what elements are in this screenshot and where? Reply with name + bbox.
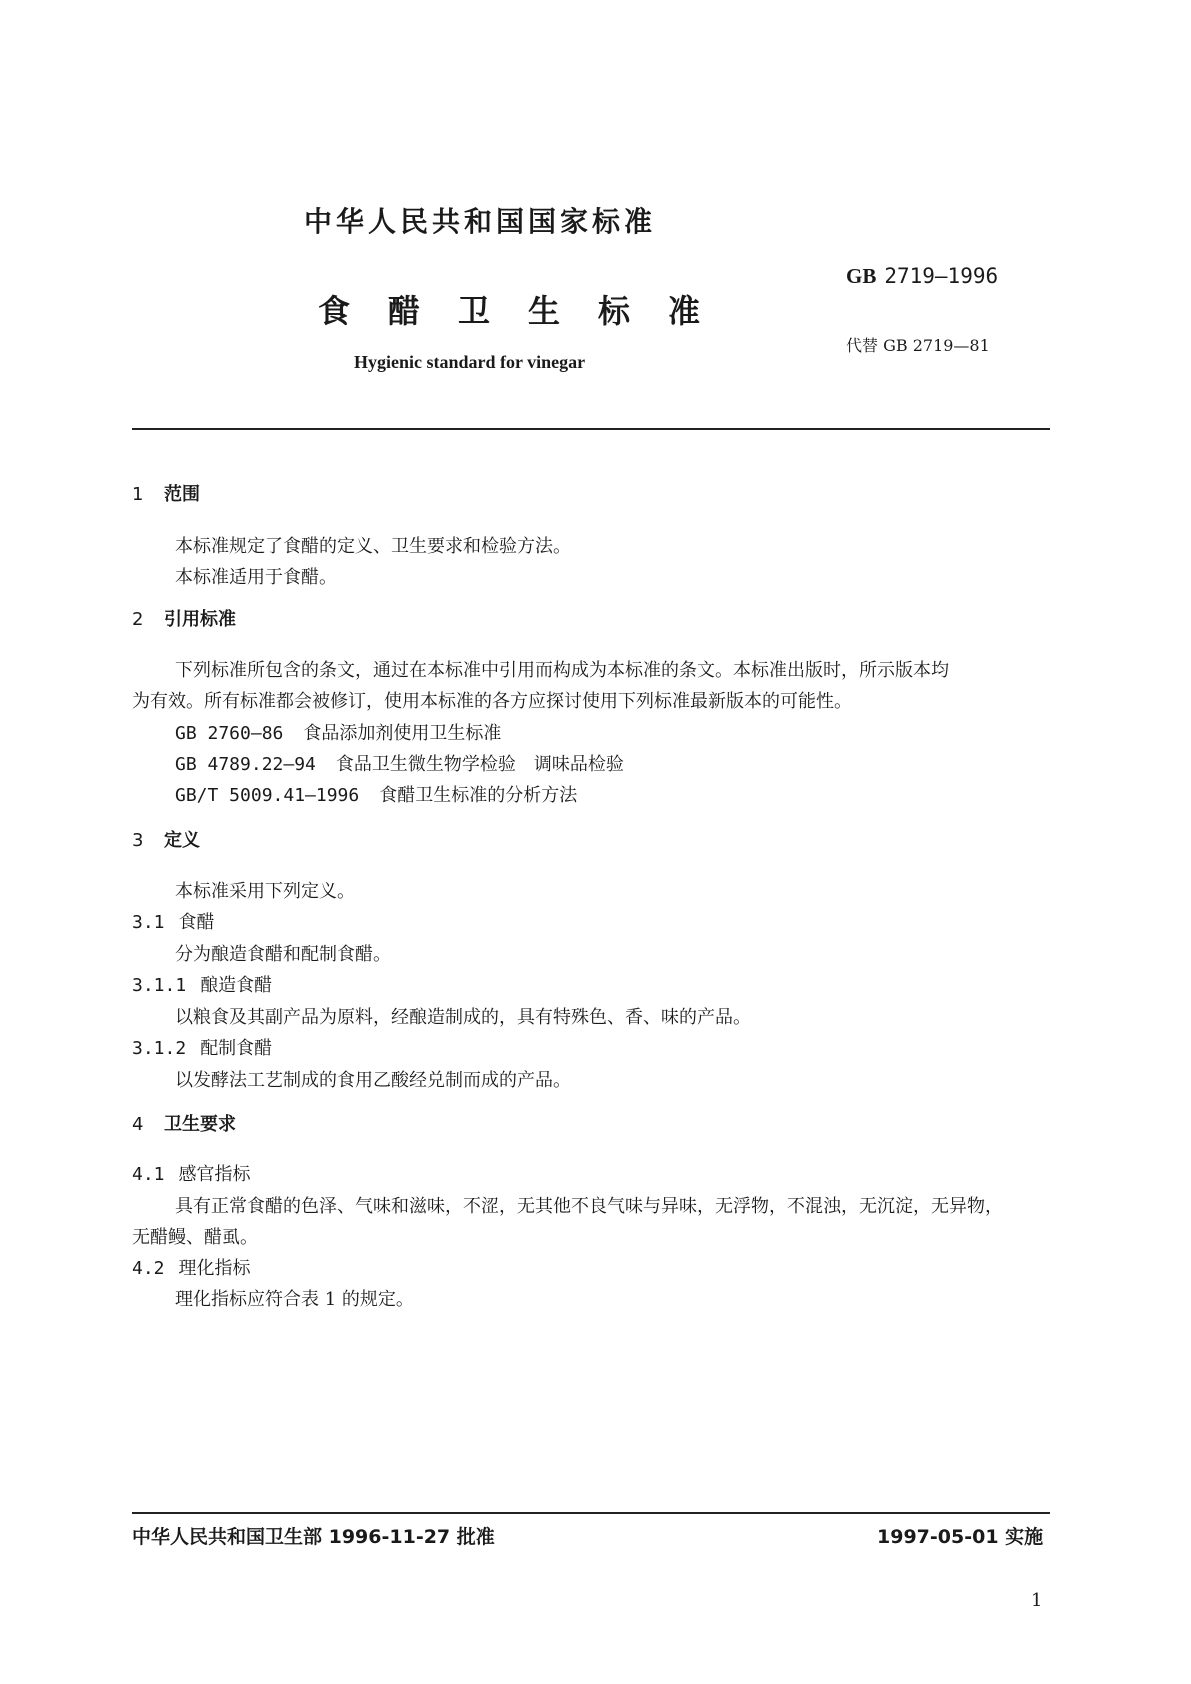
document-title: 食醋卫生标准 — [318, 292, 739, 330]
clause-4-1-text-line-2: 无醋鳗、醋虱。 — [132, 1227, 258, 1248]
clause-4-2-title: 理化指标 — [178, 1258, 251, 1279]
clause-3-1-number: 3.1 — [132, 912, 165, 933]
section-1-number: 1 — [132, 484, 144, 505]
section-1-paragraph-1: 本标准规定了食醋的定义、卫生要求和检验方法。 — [175, 536, 571, 557]
clause-3-1-heading — [132, 908, 215, 934]
section-4-heading — [132, 1110, 236, 1136]
national-standard-heading: 中华人民共和国国家标准 — [304, 205, 657, 238]
section-1-title: 范围 — [164, 484, 200, 505]
clause-3-1-2-text: 以发酵法工艺制成的食用乙酸经兑制而成的产品。 — [175, 1070, 571, 1091]
clause-4-1-title: 感官指标 — [178, 1164, 251, 1185]
clause-3-1-title: 食醋 — [178, 912, 215, 933]
replaces-note: 代替 GB 2719—81 — [846, 336, 990, 355]
clause-3-1-text: 分为酿造食醋和配制食醋。 — [175, 944, 391, 965]
section-3-title: 定义 — [164, 830, 200, 851]
effective-date: 1997-05-01 实施 — [877, 1526, 1044, 1548]
reference-title: 食品添加剂使用卫生标准 — [303, 723, 502, 744]
approval-date: 中华人民共和国卫生部 1996-11-27 批准 — [132, 1526, 495, 1548]
standard-code-prefix: GB — [846, 264, 877, 288]
clause-3-1-2-title: 配制食醋 — [200, 1038, 273, 1059]
reference-title: 食醋卫生标准的分析方法 — [379, 785, 578, 806]
clause-3-1-1-number: 3.1.1 — [132, 975, 187, 996]
clause-4-1-heading — [132, 1160, 251, 1186]
standard-code — [846, 264, 998, 289]
clause-3-1-2-number: 3.1.2 — [132, 1038, 187, 1059]
section-2-paragraph-line-2: 为有效。所有标准都会被修订，使用本标准的各方应探讨使用下列标准最新版本的可能性。 — [132, 691, 852, 712]
clause-4-1-number: 4.1 — [132, 1164, 165, 1185]
clause-3-1-1-text: 以粮食及其副产品为原料，经酿造制成的，具有特殊色、香、味的产品。 — [175, 1007, 751, 1028]
section-3-heading — [132, 826, 200, 852]
reference-code: GB/T 5009.41—1996 — [175, 785, 360, 806]
clause-3-1-2-heading — [132, 1034, 272, 1060]
footer-divider — [132, 1512, 1050, 1514]
standard-code-number: 2719—1996 — [884, 264, 999, 288]
clause-4-2-heading — [132, 1254, 251, 1280]
section-2-paragraph-line-1: 下列标准所包含的条文，通过在本标准中引用而构成为本标准的条文。本标准出版时，所示版本均 — [175, 660, 949, 681]
document-title-english: Hygienic standard for vinegar — [354, 352, 586, 372]
clause-3-1-1-heading — [132, 971, 272, 997]
header-divider — [132, 428, 1050, 430]
section-2-heading — [132, 605, 236, 631]
reference-item — [175, 750, 624, 776]
reference-item — [175, 719, 501, 745]
clause-4-2-text: 理化指标应符合表 1 的规定。 — [175, 1289, 414, 1310]
reference-item — [175, 781, 577, 807]
page-number: 1 — [1031, 1590, 1043, 1611]
section-4-title: 卫生要求 — [164, 1114, 236, 1135]
section-4-number: 4 — [132, 1114, 144, 1135]
clause-4-1-text-line-1: 具有正常食醋的色泽、气味和滋味，不涩，无其他不良气味与异味，无浮物，不混浊，无沉淀，无异物， — [175, 1196, 1003, 1217]
clause-3-1-1-title: 酿造食醋 — [200, 975, 273, 996]
section-2-title: 引用标准 — [164, 609, 236, 630]
section-3-paragraph: 本标准采用下列定义。 — [175, 881, 355, 902]
section-2-number: 2 — [132, 609, 144, 630]
section-1-heading — [132, 480, 200, 506]
section-1-paragraph-2: 本标准适用于食醋。 — [175, 567, 337, 588]
section-3-number: 3 — [132, 830, 144, 851]
reference-code: GB 4789.22—94 — [175, 754, 316, 775]
reference-title: 食品卫生微生物学检验 调味品检验 — [335, 754, 624, 775]
reference-code: GB 2760—86 — [175, 723, 284, 744]
clause-4-2-number: 4.2 — [132, 1258, 165, 1279]
